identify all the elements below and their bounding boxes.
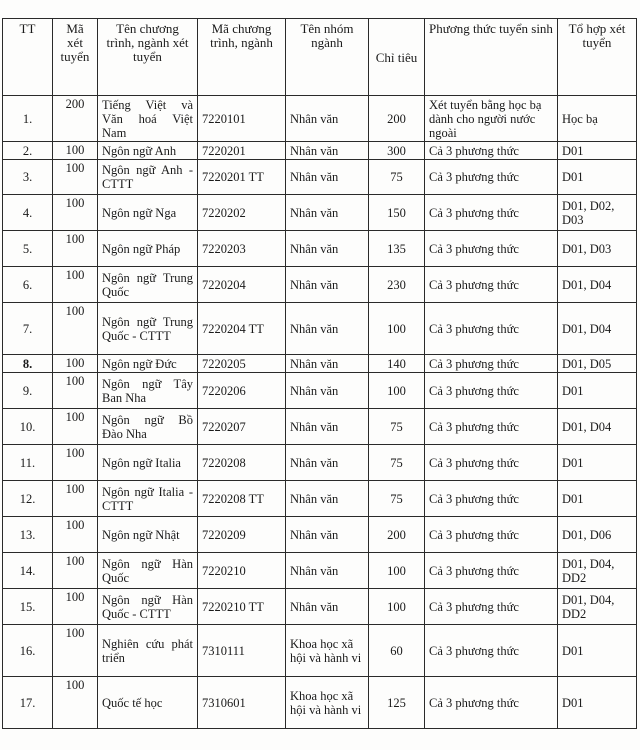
row-ma-chuong-trinh: 7220210 TT — [198, 589, 286, 625]
row-ten-chuong-trinh: Ngôn ngữ Hàn Quốc — [98, 553, 198, 589]
row-chi-tieu: 100 — [369, 303, 425, 355]
row-ma-xet-tuyen: 100 — [53, 677, 98, 729]
header-to-hop: Tổ hợp xét tuyển — [558, 19, 637, 96]
row-ten-nhom-nganh: Khoa học xã hội và hành vi — [286, 677, 369, 729]
table-row — [3, 409, 637, 445]
table-row — [3, 160, 637, 195]
row-phuong-thuc: Cả 3 phương thức — [425, 445, 558, 481]
row-tt: 12. — [3, 481, 53, 517]
row-tt: 15. — [3, 589, 53, 625]
row-chi-tieu: 200 — [369, 517, 425, 553]
row-ma-chuong-trinh: 7220206 — [198, 373, 286, 409]
row-chi-tieu: 75 — [369, 409, 425, 445]
row-phuong-thuc: Cả 3 phương thức — [425, 481, 558, 517]
row-to-hop: D01, D06 — [558, 517, 637, 553]
row-to-hop: D01, D04 — [558, 267, 637, 303]
header-ten-nhom-nganh: Tên nhóm ngành — [286, 19, 369, 96]
row-tt: 9. — [3, 373, 53, 409]
row-chi-tieu: 140 — [369, 355, 425, 373]
row-phuong-thuc: Xét tuyển bằng học bạ dành cho người nước ngoài — [425, 96, 558, 142]
row-ma-chuong-trinh: 7220101 — [198, 96, 286, 142]
row-ma-chuong-trinh: 7310601 — [198, 677, 286, 729]
row-ma-xet-tuyen: 200 — [53, 96, 98, 142]
row-phuong-thuc: Cả 3 phương thức — [425, 355, 558, 373]
row-to-hop: D01 — [558, 160, 637, 195]
row-ten-nhom-nganh: Nhân văn — [286, 160, 369, 195]
row-to-hop: D01 — [558, 373, 637, 409]
row-tt: 2. — [3, 142, 53, 160]
header-row — [3, 19, 637, 96]
table-row — [3, 589, 637, 625]
row-ma-xet-tuyen: 100 — [53, 553, 98, 589]
table-row — [3, 677, 637, 729]
row-phuong-thuc: Cả 3 phương thức — [425, 553, 558, 589]
row-phuong-thuc: Cả 3 phương thức — [425, 267, 558, 303]
row-ten-nhom-nganh: Nhân văn — [286, 445, 369, 481]
row-ma-chuong-trinh: 7220204 — [198, 267, 286, 303]
row-ten-nhom-nganh: Nhân văn — [286, 195, 369, 231]
row-ten-nhom-nganh: Nhân văn — [286, 553, 369, 589]
row-ten-nhom-nganh: Nhân văn — [286, 409, 369, 445]
row-ma-chuong-trinh: 7220208 TT — [198, 481, 286, 517]
row-ten-chuong-trinh: Ngôn ngữ Trung Quốc - CTTT — [98, 303, 198, 355]
row-to-hop: D01, D04, DD2 — [558, 553, 637, 589]
row-ten-chuong-trinh: Quốc tế học — [98, 677, 198, 729]
row-phuong-thuc: Cả 3 phương thức — [425, 517, 558, 553]
row-ma-xet-tuyen: 100 — [53, 231, 98, 267]
row-ten-nhom-nganh: Nhân văn — [286, 481, 369, 517]
row-phuong-thuc: Cả 3 phương thức — [425, 677, 558, 729]
row-ten-nhom-nganh: Nhân văn — [286, 355, 369, 373]
row-chi-tieu: 125 — [369, 677, 425, 729]
row-to-hop: D01, D04 — [558, 409, 637, 445]
row-tt: 11. — [3, 445, 53, 481]
row-ma-chuong-trinh: 7220210 — [198, 553, 286, 589]
row-ten-chuong-trinh: Ngôn ngữ Anh - CTTT — [98, 160, 198, 195]
row-phuong-thuc: Cả 3 phương thức — [425, 625, 558, 677]
row-ten-nhom-nganh: Nhân văn — [286, 303, 369, 355]
header-tt: TT — [3, 19, 53, 96]
row-ma-xet-tuyen: 100 — [53, 303, 98, 355]
table-row — [3, 142, 637, 160]
row-tt: 16. — [3, 625, 53, 677]
header-chi-tieu: Chỉ tiêu — [369, 19, 425, 96]
table-row — [3, 625, 637, 677]
row-tt: 6. — [3, 267, 53, 303]
row-to-hop: D01, D03 — [558, 231, 637, 267]
row-chi-tieu: 100 — [369, 553, 425, 589]
row-ma-xet-tuyen: 100 — [53, 160, 98, 195]
row-chi-tieu: 75 — [369, 445, 425, 481]
row-ma-xet-tuyen: 100 — [53, 445, 98, 481]
row-to-hop: D01, D05 — [558, 355, 637, 373]
table-row — [3, 96, 637, 142]
row-chi-tieu: 150 — [369, 195, 425, 231]
row-to-hop: D01 — [558, 481, 637, 517]
header-phuong-thuc: Phương thức tuyển sinh — [425, 19, 558, 96]
row-ma-xet-tuyen: 100 — [53, 589, 98, 625]
row-to-hop: D01, D04 — [558, 303, 637, 355]
row-ma-chuong-trinh: 7220207 — [198, 409, 286, 445]
row-ma-chuong-trinh: 7220204 TT — [198, 303, 286, 355]
row-to-hop: Học bạ — [558, 96, 637, 142]
row-tt: 1. — [3, 96, 53, 142]
row-chi-tieu: 75 — [369, 481, 425, 517]
row-ma-xet-tuyen: 100 — [53, 267, 98, 303]
row-ma-xet-tuyen: 100 — [53, 481, 98, 517]
row-ten-chuong-trinh: Ngôn ngữ Pháp — [98, 231, 198, 267]
row-tt: 14. — [3, 553, 53, 589]
table-row — [3, 553, 637, 589]
row-ten-chuong-trinh: Ngôn ngữ Hàn Quốc - CTTT — [98, 589, 198, 625]
row-chi-tieu: 75 — [369, 160, 425, 195]
row-ma-xet-tuyen: 100 — [53, 625, 98, 677]
row-ma-chuong-trinh: 7220209 — [198, 517, 286, 553]
row-ma-xet-tuyen: 100 — [53, 517, 98, 553]
table-body — [3, 96, 637, 729]
row-ma-chuong-trinh: 7220203 — [198, 231, 286, 267]
row-ten-nhom-nganh: Khoa học xã hội và hành vi — [286, 625, 369, 677]
row-tt: 8. — [3, 355, 53, 373]
row-ten-nhom-nganh: Nhân văn — [286, 231, 369, 267]
row-chi-tieu: 100 — [369, 589, 425, 625]
row-ten-chuong-trinh: Ngôn ngữ Nga — [98, 195, 198, 231]
row-tt: 10. — [3, 409, 53, 445]
row-chi-tieu: 200 — [369, 96, 425, 142]
row-ma-xet-tuyen: 100 — [53, 373, 98, 409]
row-phuong-thuc: Cả 3 phương thức — [425, 231, 558, 267]
row-ten-chuong-trinh: Tiếng Việt và Văn hoá Việt Nam — [98, 96, 198, 142]
row-chi-tieu: 100 — [369, 373, 425, 409]
header-ten-chuong-trinh: Tên chương trình, ngành xét tuyển — [98, 19, 198, 96]
table-row — [3, 267, 637, 303]
row-ten-nhom-nganh: Nhân văn — [286, 267, 369, 303]
table-row — [3, 481, 637, 517]
row-ten-chuong-trinh: Ngôn ngữ Bồ Đào Nha — [98, 409, 198, 445]
row-ten-nhom-nganh: Nhân văn — [286, 517, 369, 553]
row-ma-chuong-trinh: 7220201 — [198, 142, 286, 160]
row-ten-chuong-trinh: Ngôn ngữ Italia - CTTT — [98, 481, 198, 517]
row-ma-xet-tuyen: 100 — [53, 355, 98, 373]
row-phuong-thuc: Cả 3 phương thức — [425, 589, 558, 625]
row-ten-nhom-nganh: Nhân văn — [286, 96, 369, 142]
row-ma-chuong-trinh: 7220208 — [198, 445, 286, 481]
row-tt: 13. — [3, 517, 53, 553]
header-ma-xet-tuyen: Mã xét tuyển — [53, 19, 98, 96]
row-tt: 17. — [3, 677, 53, 729]
row-chi-tieu: 230 — [369, 267, 425, 303]
row-phuong-thuc: Cả 3 phương thức — [425, 303, 558, 355]
row-ten-chuong-trinh: Ngôn ngữ Anh — [98, 142, 198, 160]
row-to-hop: D01 — [558, 142, 637, 160]
header-ma-chuong-trinh: Mã chương trình, ngành — [198, 19, 286, 96]
row-to-hop: D01, D02, D03 — [558, 195, 637, 231]
row-phuong-thuc: Cả 3 phương thức — [425, 409, 558, 445]
row-chi-tieu: 135 — [369, 231, 425, 267]
table-row — [3, 303, 637, 355]
row-ten-chuong-trinh: Nghiên cứu phát triển — [98, 625, 198, 677]
row-ma-chuong-trinh: 7220201 TT — [198, 160, 286, 195]
table-row — [3, 195, 637, 231]
row-to-hop: D01 — [558, 445, 637, 481]
row-phuong-thuc: Cả 3 phương thức — [425, 195, 558, 231]
row-ma-chuong-trinh: 7220205 — [198, 355, 286, 373]
row-tt: 3. — [3, 160, 53, 195]
row-ten-chuong-trinh: Ngôn ngữ Trung Quốc — [98, 267, 198, 303]
row-phuong-thuc: Cả 3 phương thức — [425, 160, 558, 195]
row-to-hop: D01 — [558, 677, 637, 729]
row-tt: 7. — [3, 303, 53, 355]
row-ma-xet-tuyen: 100 — [53, 195, 98, 231]
row-chi-tieu: 300 — [369, 142, 425, 160]
row-ten-nhom-nganh: Nhân văn — [286, 589, 369, 625]
row-ten-chuong-trinh: Ngôn ngữ Tây Ban Nha — [98, 373, 198, 409]
row-ten-chuong-trinh: Ngôn ngữ Đức — [98, 355, 198, 373]
row-to-hop: D01, D04, DD2 — [558, 589, 637, 625]
row-ten-nhom-nganh: Nhân văn — [286, 373, 369, 409]
table-row — [3, 373, 637, 409]
table-row — [3, 445, 637, 481]
row-ma-xet-tuyen: 100 — [53, 409, 98, 445]
table-row — [3, 517, 637, 553]
row-phuong-thuc: Cả 3 phương thức — [425, 142, 558, 160]
row-ten-chuong-trinh: Ngôn ngữ Nhật — [98, 517, 198, 553]
row-ma-chuong-trinh: 7310111 — [198, 625, 286, 677]
row-tt: 5. — [3, 231, 53, 267]
admission-table — [2, 18, 637, 729]
row-ten-nhom-nganh: Nhân văn — [286, 142, 369, 160]
row-phuong-thuc: Cả 3 phương thức — [425, 373, 558, 409]
row-ma-chuong-trinh: 7220202 — [198, 195, 286, 231]
row-ma-xet-tuyen: 100 — [53, 142, 98, 160]
row-ten-chuong-trinh: Ngôn ngữ Italia — [98, 445, 198, 481]
table-row — [3, 355, 637, 373]
row-chi-tieu: 60 — [369, 625, 425, 677]
row-tt: 4. — [3, 195, 53, 231]
row-to-hop: D01 — [558, 625, 637, 677]
table-row — [3, 231, 637, 267]
